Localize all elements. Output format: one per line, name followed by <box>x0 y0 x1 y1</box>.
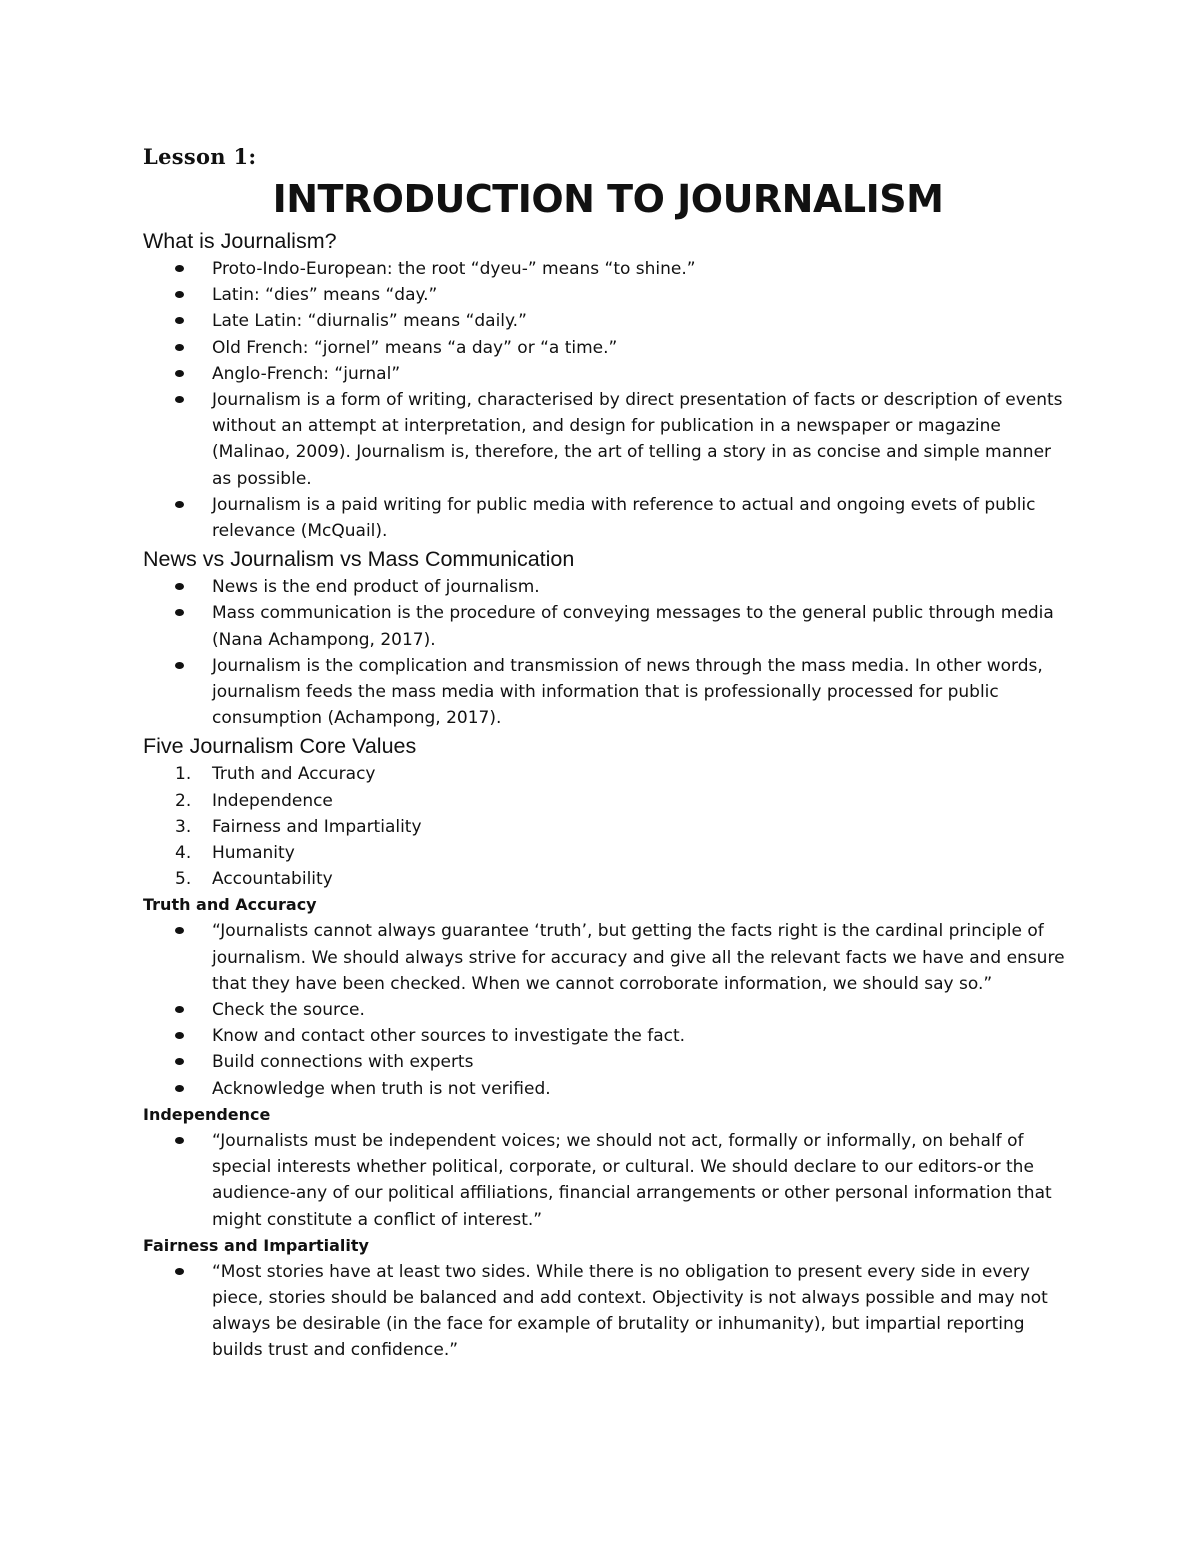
list-item <box>143 1049 1073 1075</box>
bullet-icon <box>175 1268 184 1275</box>
list-item-text: Know and contact other sources to investigate the fact. <box>212 1026 686 1047</box>
list-item-text: Journalism is a paid writing for public media with reference to actual and ongoing evets of public relevance (McQuail). <box>212 494 1036 542</box>
bullet-icon <box>175 927 184 934</box>
list-item <box>143 814 1073 840</box>
bullet-icon <box>175 370 184 377</box>
list-item-text: Accountability <box>212 869 333 890</box>
list-item <box>143 918 1073 997</box>
list-item-text: Old French: “jornel” means “a day” or “a time.” <box>212 337 618 358</box>
list-number: 3. <box>175 816 192 837</box>
list-item <box>143 600 1073 652</box>
fairness-and-impartiality-list <box>143 1259 1073 1364</box>
list-item-text: Acknowledge when truth is not verified. <box>212 1078 551 1099</box>
bullet-icon <box>175 291 184 298</box>
list-item <box>143 308 1073 334</box>
list-item <box>143 653 1073 732</box>
bullet-icon <box>175 583 184 590</box>
what-is-journalism-list <box>143 256 1073 544</box>
bullet-icon <box>175 1058 184 1065</box>
subheading-independence: Independence <box>143 1104 271 1124</box>
document-content <box>143 140 1073 1364</box>
bullet-icon <box>175 1032 184 1039</box>
bullet-icon <box>175 662 184 669</box>
list-item <box>143 788 1073 814</box>
bullet-icon <box>175 344 184 351</box>
list-item-text: “Most stories have at least two sides. While there is no obligation to present every side in every piece, stories should be balanced and add context. Objectivity is not always possible and may not always be desirable (in the face for example of brutality or inhumanity), but impartial reporting builds trust and confidence.” <box>212 1261 1048 1361</box>
list-item <box>143 1023 1073 1049</box>
list-item <box>143 761 1073 787</box>
independence-list <box>143 1128 1073 1233</box>
subheading-fairness-and-impartiality: Fairness and Impartiality <box>143 1235 369 1255</box>
list-item <box>143 574 1073 600</box>
list-item <box>143 361 1073 387</box>
bullet-icon <box>175 396 184 403</box>
lesson-label: Lesson 1: <box>143 144 257 169</box>
list-item-text: Humanity <box>212 843 295 864</box>
truth-and-accuracy-list <box>143 918 1073 1101</box>
section-heading-core-values: Five Journalism Core Values <box>143 734 417 759</box>
subheading-truth-and-accuracy: Truth and Accuracy <box>143 895 317 915</box>
page-title: INTRODUCTION TO JOURNALISM <box>272 177 944 221</box>
list-item <box>143 997 1073 1023</box>
list-item-text: Anglo-French: “jurnal” <box>212 363 401 384</box>
list-item-text: Build connections with experts <box>212 1052 474 1073</box>
list-item <box>143 1128 1073 1233</box>
news-vs-journalism-list <box>143 574 1073 731</box>
list-item-text: Proto-Indo-European: the root “dyeu-” means “to shine.” <box>212 259 696 279</box>
list-number: 4. <box>175 843 192 864</box>
bullet-icon <box>175 609 184 616</box>
list-item-text: Mass communication is the procedure of conveying messages to the general public through media (Nana Achampong, 2017). <box>212 603 1054 650</box>
list-item-text: Latin: “dies” means “day.” <box>212 285 438 306</box>
list-item <box>143 1259 1073 1364</box>
section-heading-news-vs-journalism: News vs Journalism vs Mass Communication <box>143 547 575 572</box>
list-number: 1. <box>175 764 192 785</box>
bullet-icon <box>175 1085 184 1092</box>
list-item <box>143 866 1073 892</box>
list-item-text: Truth and Accuracy <box>212 764 376 785</box>
list-item <box>143 387 1073 492</box>
bullet-icon <box>175 501 184 508</box>
bullet-icon <box>175 317 184 324</box>
core-values-list <box>143 761 1073 892</box>
list-item-text: Independence <box>212 790 333 811</box>
list-item-text: Check the source. <box>212 1000 365 1021</box>
list-item <box>143 335 1073 361</box>
bullet-icon <box>175 265 184 272</box>
list-item-text: Journalism is the complication and transmission of news through the mass media. In other words, journalism feeds the mass media with information that is professionally processed for public consumption (Achampong, 2017). <box>212 655 1043 729</box>
list-item-text: Fairness and Impartiality <box>212 816 422 837</box>
section-heading-what-is-journalism: What is Journalism? <box>143 229 337 253</box>
list-item-text: “Journalists cannot always guarantee ‘truth’, but getting the facts right is the cardinal principle of journalism. We should always strive for accuracy and give all the relevant facts we have and ensure that they have been checked. When we cannot corroborate information, we should say so.” <box>212 921 1065 994</box>
list-item <box>143 1076 1073 1102</box>
bullet-icon <box>175 1137 184 1144</box>
list-item-text: News is the end product of journalism. <box>212 577 540 598</box>
list-number: 2. <box>175 790 192 811</box>
list-number: 5. <box>175 869 192 890</box>
list-item <box>143 492 1073 544</box>
list-item <box>143 840 1073 866</box>
list-item-text: “Journalists must be independent voices; we should not act, formally or informally, on behalf of special interests whether political, corporate, or cultural. We should declare to our editors-or the audience-any of our political affiliations, financial arrangements or other personal information that might constitute a conflict of interest.” <box>212 1130 1052 1230</box>
list-item <box>143 256 1073 282</box>
list-item <box>143 282 1073 308</box>
bullet-icon <box>175 1006 184 1013</box>
list-item-text: Late Latin: “diurnalis” means “daily.” <box>212 311 527 332</box>
list-item-text: Journalism is a form of writing, characterised by direct presentation of facts or description of events without an attempt at interpretation, and design for publication in a newspaper or magazine (Malinao, 2009). Journalism is, therefore, the art of telling a story in as concise and simple manner as possible. <box>212 390 1063 489</box>
